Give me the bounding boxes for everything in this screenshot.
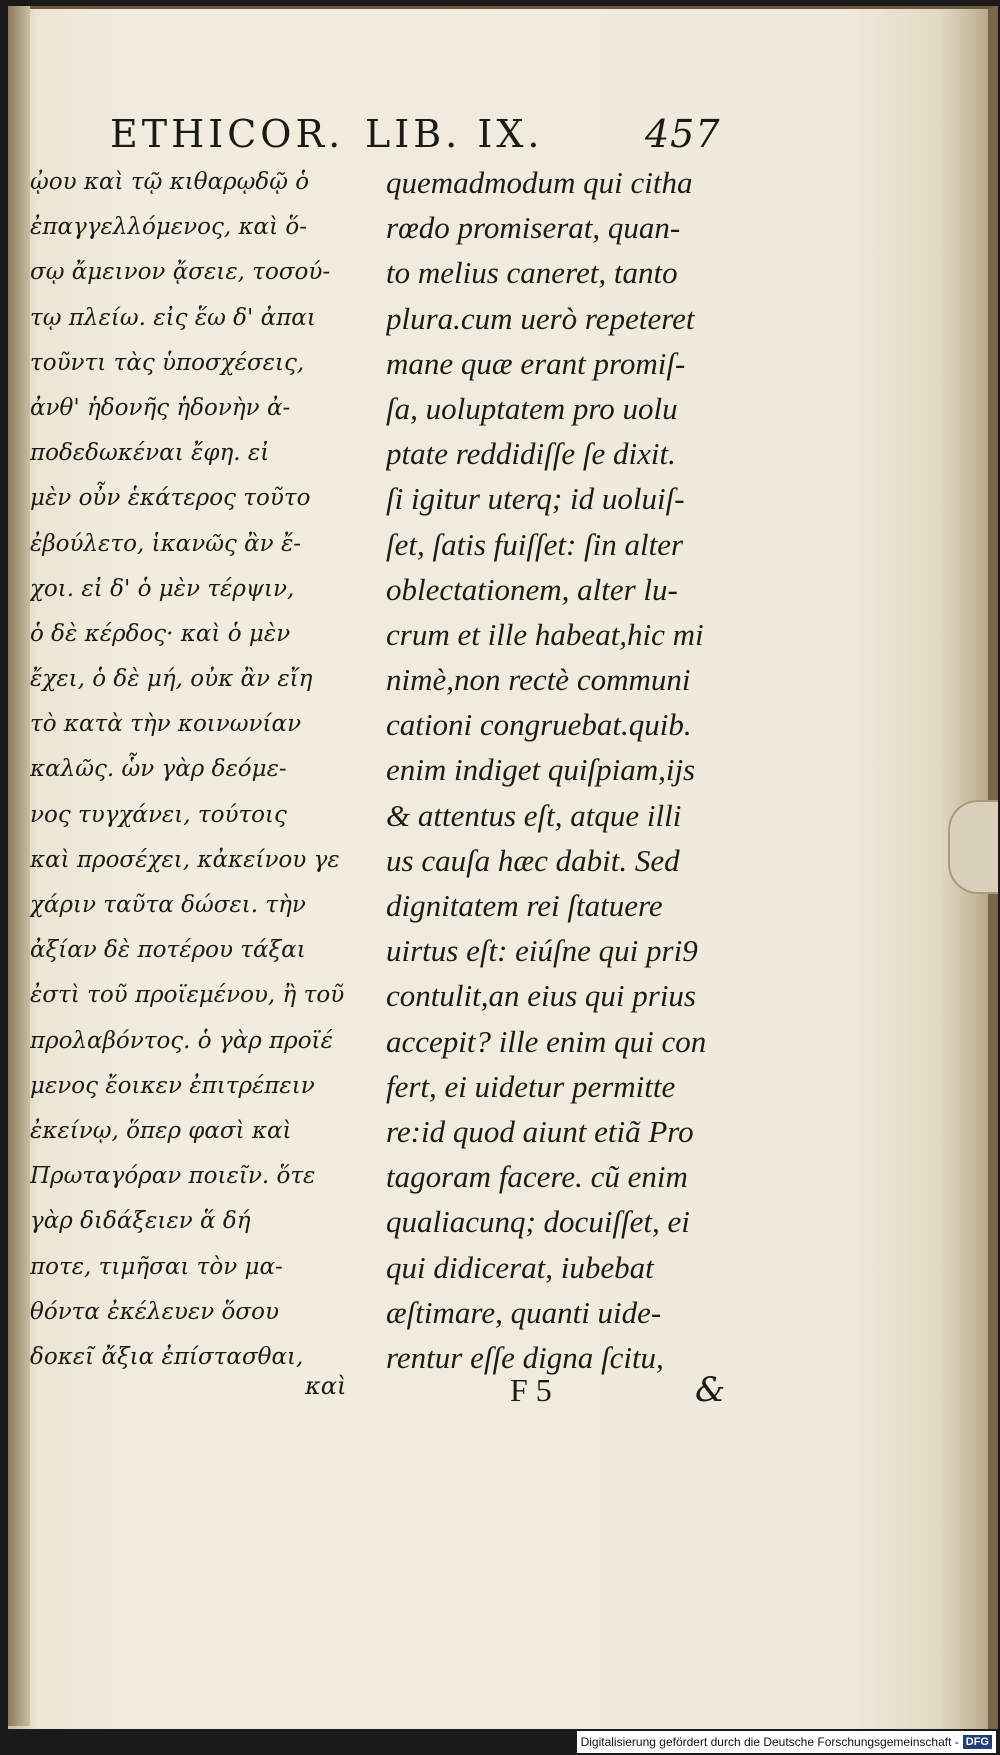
latin-text-line: re:id quod aiunt etiã Pro [386,1113,694,1149]
signature-mark: F 5 [510,1372,552,1408]
latin-text-line: uirtus eſt: eiúſne qui pri9 [386,933,698,969]
greek-text-line: μενος ἔοικεν ἐπιτρέπειν [30,1072,315,1099]
greek-text-line: τὸ κατὰ τὴν κοινωνίαν [30,711,302,738]
latin-text-line: ptate reddidiſſe ſe dixit. [386,436,676,472]
latin-text-line: qualiacunq; docuiſſet, ei [386,1204,690,1240]
latin-text-line: cationi congruebat.quib. [386,707,692,743]
page-tab-marker [948,800,998,894]
digitization-credit [577,1731,996,1753]
latin-text-line: rœdo promiserat, quan- [386,210,681,246]
greek-text-line: νος τυγχάνει, τούτοις [30,801,287,828]
header-book: LIB. IX. [365,112,544,156]
page-number: 457 [645,112,721,156]
latin-text-line: quemadmodum qui citha [386,165,693,200]
greek-text-line: ἐστὶ τοῦ προϊεμένου, ἢ τοῦ [30,982,345,1009]
greek-text-line: χοι. εἰ δ' ὁ μὲν τέρψιν, [30,575,295,602]
greek-text-line: ἔχει, ὁ δὲ μή, οὐκ ἂν εἴη [30,666,313,693]
book-gutter [8,6,30,1726]
latin-text-line: nimè,non rectè communi [386,662,691,698]
latin-text-line: dignitatem rei ſtatuere [386,888,663,923]
latin-text-column [386,160,736,1380]
greek-text-line: δοκεῖ ἄξια ἐπίστασθαι, [30,1343,304,1370]
latin-text-line: rentur eſſe digna ſcitu, [386,1339,664,1375]
greek-text-line: χάριν ταῦτα δώσει. τὴν [30,892,306,918]
header-title: ETHICOR. [110,112,345,156]
latin-text-line: accepit? ille enim qui con [386,1023,707,1059]
latin-text-line: contulit,an eius qui prius [386,978,696,1014]
greek-text-column [30,160,365,1380]
latin-text-line: ſa, uoluptatem pro uolu [386,390,678,426]
greek-text-line: ἀξίαν δὲ ποτέρου τάξαι [30,937,306,964]
latin-text-line: fert, ei uidetur permitte [386,1068,676,1104]
credit-text: Digitalisierung gefördert durch die Deutsche Forschungsgemeinschaft - [580,1735,959,1749]
latin-text-line: oblectationem, alter lu- [386,571,678,607]
greek-text-line: καὶ προσέχει, κἀκείνου γε [30,846,340,873]
greek-text-line: γὰρ διδάξειεν ἅ δή [30,1208,251,1235]
greek-text-line: ἐπαγγελλόμενος, καὶ ὅ- [30,214,308,241]
greek-text-line: μὲν οὖν ἑκάτερος τοῦτο [30,485,311,512]
greek-catchword: καὶ [305,1372,347,1400]
greek-text-line: ποτε, τιμῆσαι τὸν μα- [30,1253,283,1280]
greek-text-line: ποδεδωκέναι ἔφη. εἰ [30,440,270,467]
latin-text-line: mane quæ erant promiſ- [386,345,686,381]
greek-text-line: προλαβόντος. ὁ γὰρ προϊέ [30,1027,333,1054]
greek-text-line: ἐβούλετο, ἱκανῶς ἂν ἔ- [30,530,302,557]
latin-text-line: ſi igitur uterq; id uoluiſ- [386,481,685,517]
latin-text-line: to melius caneret, tanto [386,255,678,291]
latin-text-line: tagoram facere. cũ enim [386,1159,688,1195]
greek-text-line: ὁ δὲ κέρδος· καὶ ὁ μὲν [30,620,291,647]
latin-text-line: us cauſa hæc dabit. Sed [386,842,680,878]
latin-catchword: & [695,1370,726,1410]
latin-text-line: æſtimare, quanti uide- [386,1294,662,1330]
latin-text-line: & attentus eſt, atque illi [386,797,682,833]
greek-text-line: ἐκείνῳ, ὅπερ φασὶ καὶ [30,1117,292,1144]
greek-text-line: τοῦντι τὰς ὑποσχέσεις, [30,349,305,376]
greek-text-line: θόντα ἐκέλευεν ὅσου [30,1298,279,1325]
latin-text-line: crum et ille habeat,hic mi [386,616,704,652]
latin-text-line: enim indiget quiſpiam,ijs [386,752,696,788]
latin-text-line: qui didicerat, iubebat [386,1249,654,1285]
greek-text-line: ᾠου καὶ τῷ κιθαρῳδῷ ὁ [30,169,310,195]
greek-text-line: καλῶς. ὧν γὰρ δεόμε- [30,756,287,783]
greek-text-line: ἀνθ' ἡδονῆς ἡδονὴν ἀ- [30,394,291,421]
dfg-logo: DFG [963,1735,992,1749]
greek-text-line: Πρωταγόραν ποιεῖν. ὅτε [30,1163,316,1190]
greek-text-line: σῳ ἄμεινον ᾄσειε, τοσού- [30,259,331,286]
latin-text-line: ſet, ſatis fuiſſet: ſin alter [386,526,684,562]
greek-text-line: τῳ πλείω. εἰς ἕω δ' ἀπαι [30,304,316,331]
running-header [110,112,730,162]
latin-text-line: plura.cum uerò repeteret [386,300,695,336]
